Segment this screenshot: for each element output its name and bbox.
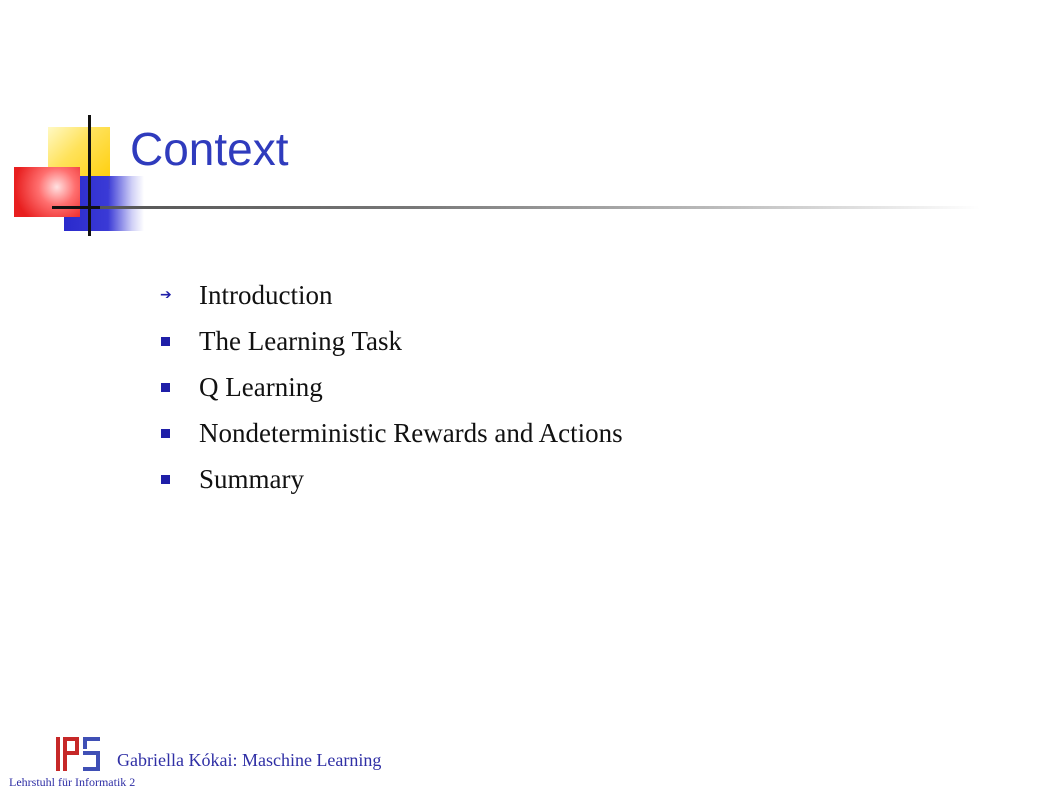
slide-title: Context: [130, 123, 289, 175]
bullet-text: Nondeterministic Rewards and Actions: [199, 418, 623, 448]
bullet-item-q-learning: [160, 365, 623, 411]
red-square-decoration: [14, 167, 80, 217]
square-bullet-icon: [160, 365, 180, 409]
square-bullet-icon: [160, 411, 180, 455]
footer-author: Gabriella Kókai: Maschine Learning: [117, 750, 382, 770]
square-bullet-icon: [160, 319, 180, 363]
bullet-text: Introduction: [199, 280, 333, 310]
bullet-list: [160, 273, 623, 503]
institute-logo-icon: [56, 737, 100, 771]
bullet-text: Q Learning: [199, 372, 323, 402]
square-bullet-icon: [160, 457, 180, 501]
horizontal-line-decoration: [52, 206, 102, 209]
bullet-item-summary: [160, 457, 623, 503]
title-underline: [100, 206, 980, 209]
bullet-text: Summary: [199, 464, 304, 494]
bullet-text: The Learning Task: [199, 326, 403, 356]
vertical-line-decoration: [88, 115, 91, 236]
bullet-item-introduction: [160, 273, 623, 319]
arrow-icon: ➔: [160, 287, 172, 303]
footer-chair-label: Lehrstuhl für Informatik 2: [9, 775, 136, 789]
bullet-item-learning-task: [160, 319, 623, 365]
bullet-item-nondeterministic: [160, 411, 623, 457]
